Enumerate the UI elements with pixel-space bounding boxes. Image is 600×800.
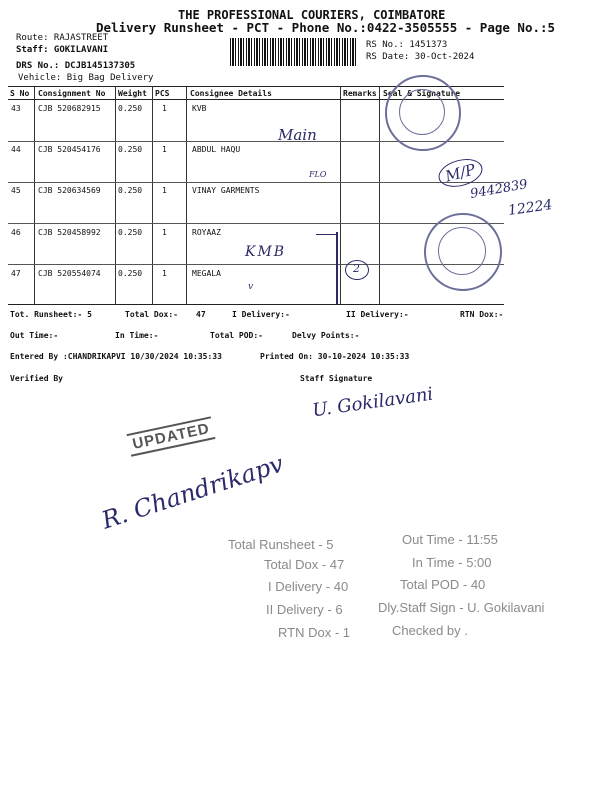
summary-out-time: Out Time:- — [10, 331, 59, 340]
summary-i-delivery: I Delivery:- — [232, 310, 290, 319]
summary-total-pod: Total POD:- — [210, 331, 263, 340]
verified-by: Verified By — [10, 374, 63, 383]
pencil-label: II Delivery — [266, 602, 324, 617]
pencil-note-rtn-dox — [278, 625, 350, 640]
rs-number: RS No.: 1451373 — [366, 40, 448, 50]
circled-mark — [345, 260, 369, 280]
handwriting-kmb: KMB — [245, 244, 287, 260]
ink-bracket-top — [316, 234, 338, 235]
table-bottom-rule — [8, 304, 504, 305]
row-pcs: 1 — [162, 145, 167, 154]
row-consignee: VINAY GARMENTS — [192, 186, 260, 195]
row-pcs: 1 — [162, 228, 167, 237]
pencil-value: - 47 — [321, 557, 345, 572]
pencil-label: Total Dox — [264, 557, 319, 572]
circled-number: 2 — [353, 262, 360, 275]
col-consignment: Consignment No — [38, 89, 106, 98]
row-consignee: ABDUL HAQU — [192, 145, 241, 154]
pencil-note-dly-staff-sign — [378, 600, 544, 615]
staff: Staff: GOKILAVANI — [16, 45, 109, 55]
row-pcs: 1 — [162, 104, 167, 113]
pencil-value: - 11:55 — [458, 532, 498, 547]
shop-seal — [424, 213, 502, 291]
pencil-note-in-time — [412, 555, 492, 570]
row-weight: 0.250 — [118, 104, 143, 113]
handwriting-main: Main — [278, 126, 317, 144]
row-consignment: CJB 520554074 — [38, 269, 101, 278]
staff-signature: U. Gokilavani — [311, 383, 435, 422]
col-pcs: PCS — [155, 89, 170, 98]
row-sno: 45 — [11, 186, 21, 195]
summary-total-dox-value: 47 — [196, 310, 206, 319]
pencil-note-total-dox — [264, 557, 344, 572]
col-seal-signature: Seal & Signature — [383, 89, 461, 98]
summary-delvy-points: Delvy Points:- — [292, 331, 360, 340]
row-sno: 44 — [11, 145, 21, 154]
pencil-note-total-runsheet — [228, 537, 334, 552]
handwriting-flo: FLO — [309, 170, 327, 179]
row-consignment: CJB 520458992 — [38, 228, 101, 237]
entered-by: Entered By :CHANDRIKAPVI 10/30/2024 10:35:33 — [10, 352, 222, 361]
summary-in-time: In Time:- — [115, 331, 159, 340]
row-rule — [8, 182, 504, 183]
pencil-label: In Time — [412, 555, 455, 570]
col-divider — [186, 86, 187, 304]
company-name: THE PROFESSIONAL COURIERS, COIMBATORE — [178, 8, 446, 22]
pencil-value: - 5:00 — [458, 555, 492, 570]
col-divider — [34, 86, 35, 304]
pencil-label: I Delivery — [268, 579, 323, 594]
pencil-value: - 5 — [318, 537, 334, 552]
row-sno: 46 — [11, 228, 21, 237]
col-divider — [115, 86, 116, 304]
handwriting-mp: M/P — [435, 155, 485, 192]
shop-seal-inner — [438, 227, 486, 275]
col-weight: Weight — [118, 89, 147, 98]
summary-total-dox-label: Total Dox:- — [125, 310, 178, 319]
row-consignment: CJB 520682915 — [38, 104, 101, 113]
pencil-label: Dly.Staff Sign — [378, 600, 456, 615]
row-weight: 0.250 — [118, 269, 143, 278]
rs-date: RS Date: 30-Oct-2024 — [366, 52, 475, 62]
pencil-label: Total Runsheet — [228, 537, 315, 552]
row-weight: 0.250 — [118, 186, 143, 195]
pencil-note-out-time — [402, 532, 498, 547]
row-pcs: 1 — [162, 186, 167, 195]
ink-bracket — [336, 232, 338, 304]
pencil-value: - 6 — [327, 602, 343, 617]
staff-signature-label: Staff Signature — [300, 374, 373, 383]
pencil-value: - 40 — [325, 579, 349, 594]
summary-ii-delivery: II Delivery:- — [346, 310, 409, 319]
row-consignee: MEGALA — [192, 269, 221, 278]
row-rule — [8, 223, 504, 224]
handwriting-number-2: 12224 — [507, 196, 554, 220]
handwriting-number-1: 9442839 — [469, 177, 529, 202]
pencil-label: Checked by — [392, 623, 461, 638]
row-consignment: CJB 520634569 — [38, 186, 101, 195]
drs-number: DRS No.: DCJB145137305 — [16, 61, 136, 71]
pencil-value: - 1 — [334, 625, 351, 640]
pencil-label: Total POD — [400, 577, 460, 592]
row-sno: 43 — [11, 104, 21, 113]
handwriting-tick: v — [248, 282, 254, 292]
row-consignee: KVB — [192, 104, 207, 113]
pencil-label: RTN Dox — [278, 625, 332, 640]
col-divider — [379, 86, 380, 304]
row-sno: 47 — [11, 269, 21, 278]
printed-on: Printed On: 30-10-2024 10:35:33 — [260, 352, 410, 361]
pencil-value: - U. Gokilavani — [459, 600, 545, 615]
pencil-label: Out Time — [402, 532, 455, 547]
summary-rtn-dox: RTN Dox:- — [460, 310, 504, 319]
col-divider — [152, 86, 153, 304]
col-remarks: Remarks — [343, 89, 377, 98]
pencil-value: - 40 — [462, 577, 486, 592]
bank-seal-inner — [399, 89, 445, 135]
summary-runsheet: Tot. Runsheet:- 5 — [10, 310, 92, 319]
col-sno: S No — [10, 89, 30, 98]
row-consignment: CJB 520454176 — [38, 145, 101, 154]
row-weight: 0.250 — [118, 145, 143, 154]
pencil-note-total-pod — [400, 577, 485, 592]
pencil-note-ii-delivery — [266, 602, 343, 617]
route: Route: RAJASTREET — [16, 33, 109, 43]
row-consignee: ROYAAZ — [192, 228, 221, 237]
col-divider — [340, 86, 341, 304]
col-consignee: Consignee Details — [190, 89, 272, 98]
row-weight: 0.250 — [118, 228, 143, 237]
row-pcs: 1 — [162, 269, 167, 278]
vehicle: Vehicle: Big Bag Delivery — [18, 73, 154, 83]
updated-stamp: UPDATED — [127, 416, 216, 456]
runsheet-title: Delivery Runsheet - PCT - Phone No.:0422-3505555 - Page No.:5 — [96, 20, 556, 35]
barcode — [230, 38, 358, 66]
pencil-value: . — [464, 623, 468, 638]
entered-by-signature: R. Chandrikapv — [98, 449, 287, 535]
pencil-note-checked-by — [392, 623, 468, 638]
pencil-note-i-delivery — [268, 579, 348, 594]
bank-seal — [385, 75, 461, 151]
